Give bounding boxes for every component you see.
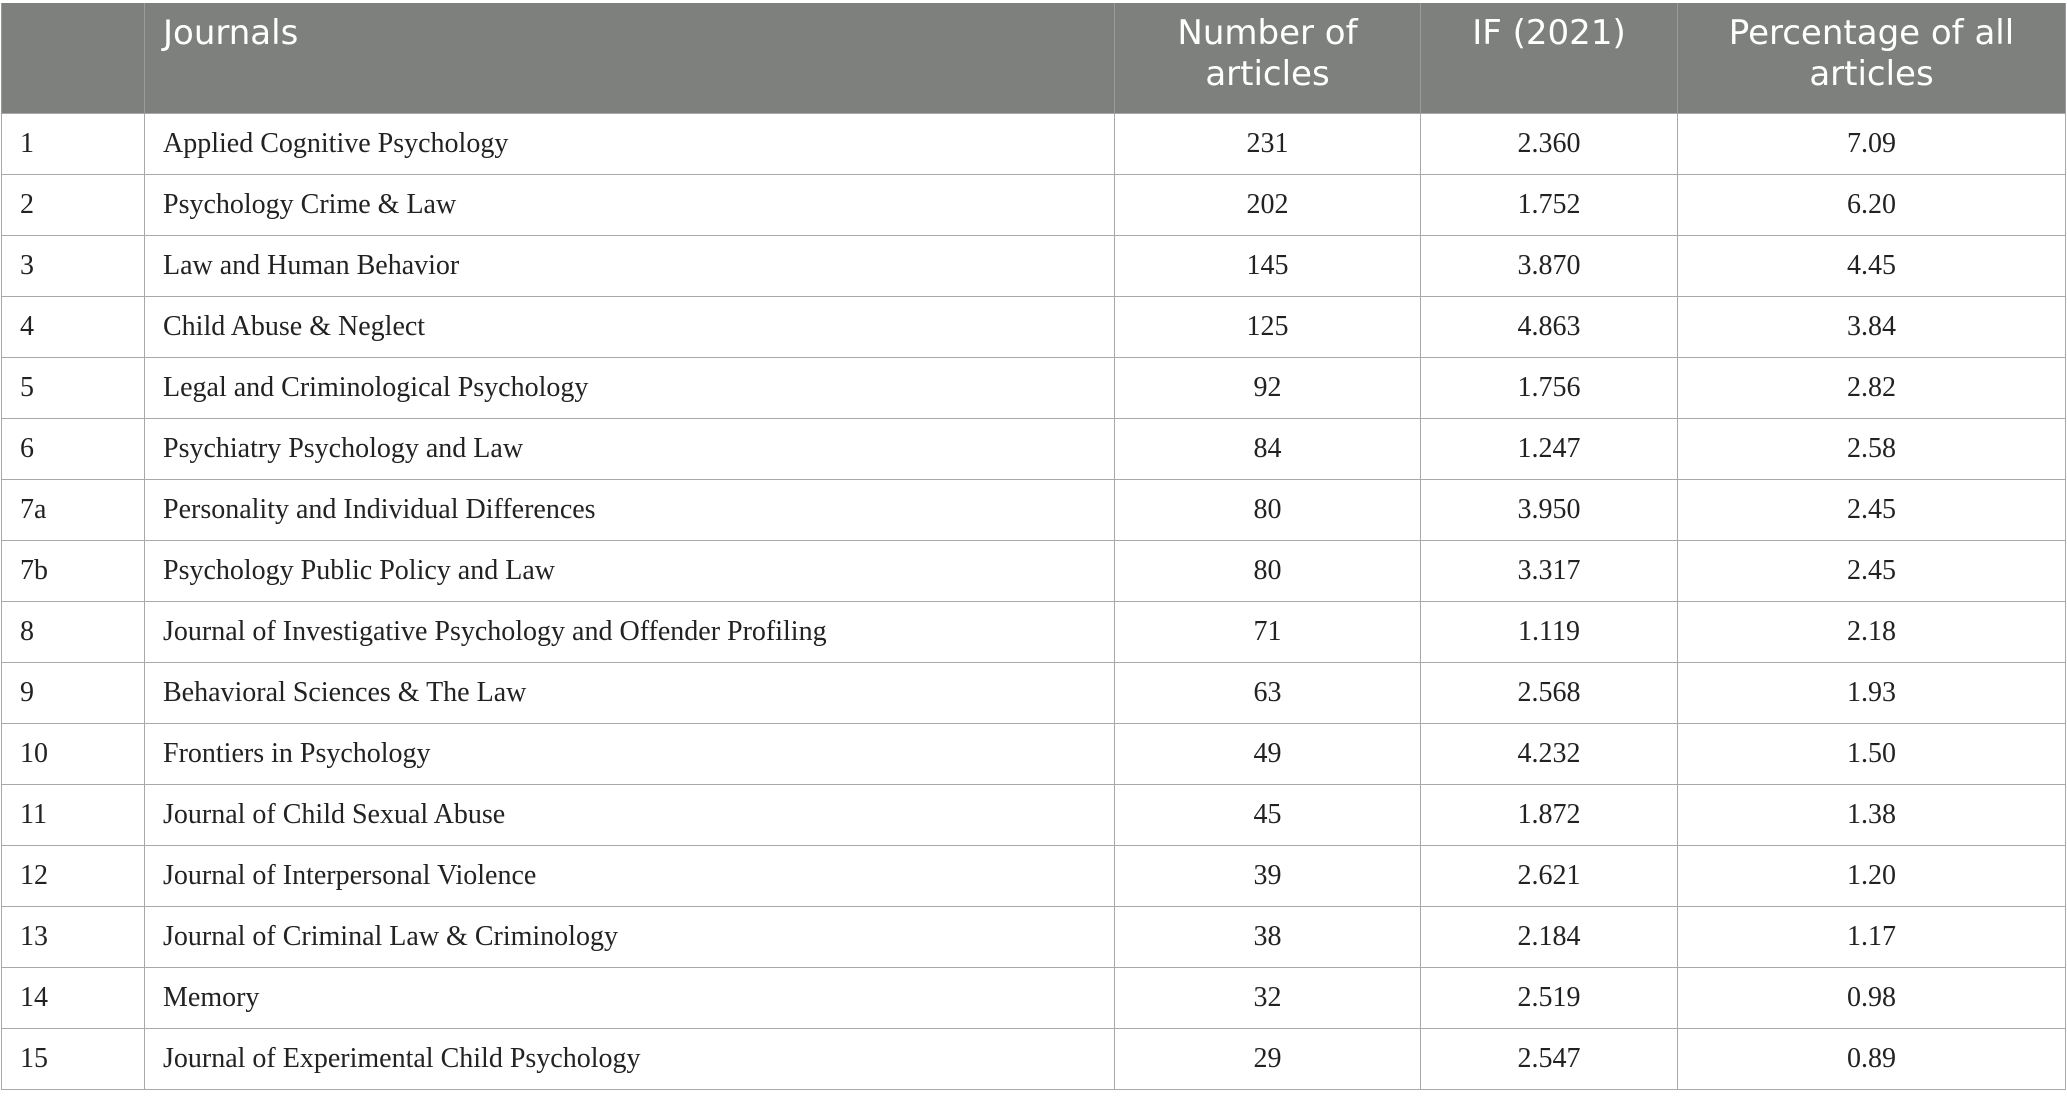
percentage-cell: 2.18 (1678, 601, 2066, 662)
article-count-cell: 80 (1115, 479, 1421, 540)
article-count-cell: 63 (1115, 662, 1421, 723)
table-row (2, 723, 2066, 784)
table-row (2, 906, 2066, 967)
percentage-cell: 1.93 (1678, 662, 2066, 723)
impact-factor-cell: 1.247 (1421, 418, 1678, 479)
journal-name-cell: Memory (145, 967, 1115, 1028)
table-row (2, 845, 2066, 906)
journal-name-cell: Personality and Individual Differences (145, 479, 1115, 540)
percentage-cell: 0.98 (1678, 967, 2066, 1028)
header-row (2, 3, 2066, 113)
header-rank (2, 3, 145, 113)
rank-cell: 4 (2, 296, 145, 357)
article-count-cell: 92 (1115, 357, 1421, 418)
impact-factor-cell: 2.568 (1421, 662, 1678, 723)
rank-cell: 8 (2, 601, 145, 662)
article-count-cell: 71 (1115, 601, 1421, 662)
table-row (2, 296, 2066, 357)
article-count-cell: 29 (1115, 1028, 1421, 1089)
rank-cell: 5 (2, 357, 145, 418)
impact-factor-cell: 2.547 (1421, 1028, 1678, 1089)
journal-name-cell: Child Abuse & Neglect (145, 296, 1115, 357)
article-count-cell: 202 (1115, 174, 1421, 235)
journal-name-cell: Applied Cognitive Psychology (145, 113, 1115, 174)
journal-name-cell: Behavioral Sciences & The Law (145, 662, 1115, 723)
table-row (2, 113, 2066, 174)
percentage-cell: 2.45 (1678, 540, 2066, 601)
table-row (2, 784, 2066, 845)
journal-name-cell: Journal of Criminal Law & Criminology (145, 906, 1115, 967)
table-row (2, 174, 2066, 235)
rank-cell: 2 (2, 174, 145, 235)
journal-name-cell: Legal and Criminological Psychology (145, 357, 1115, 418)
rank-cell: 1 (2, 113, 145, 174)
percentage-cell: 3.84 (1678, 296, 2066, 357)
journal-name-cell: Journal of Child Sexual Abuse (145, 784, 1115, 845)
table-row (2, 479, 2066, 540)
percentage-cell: 1.38 (1678, 784, 2066, 845)
impact-factor-cell: 1.752 (1421, 174, 1678, 235)
impact-factor-cell: 3.870 (1421, 235, 1678, 296)
impact-factor-cell: 4.863 (1421, 296, 1678, 357)
percentage-cell: 4.45 (1678, 235, 2066, 296)
table-row (2, 967, 2066, 1028)
percentage-cell: 2.82 (1678, 357, 2066, 418)
journals-table-container (1, 3, 2065, 1090)
header-number-of-articles: Number of articles (1115, 3, 1421, 113)
article-count-cell: 231 (1115, 113, 1421, 174)
journal-name-cell: Journal of Experimental Child Psychology (145, 1028, 1115, 1089)
table-row (2, 235, 2066, 296)
impact-factor-cell: 1.119 (1421, 601, 1678, 662)
table-header (2, 3, 2066, 113)
journals-table (1, 3, 2066, 1090)
percentage-cell: 1.50 (1678, 723, 2066, 784)
article-count-cell: 84 (1115, 418, 1421, 479)
percentage-cell: 2.45 (1678, 479, 2066, 540)
article-count-cell: 80 (1115, 540, 1421, 601)
percentage-cell: 7.09 (1678, 113, 2066, 174)
impact-factor-cell: 3.317 (1421, 540, 1678, 601)
table-row (2, 540, 2066, 601)
article-count-cell: 45 (1115, 784, 1421, 845)
percentage-cell: 1.17 (1678, 906, 2066, 967)
journal-name-cell: Psychology Public Policy and Law (145, 540, 1115, 601)
table-row (2, 601, 2066, 662)
impact-factor-cell: 3.950 (1421, 479, 1678, 540)
rank-cell: 15 (2, 1028, 145, 1089)
table-row (2, 1028, 2066, 1089)
percentage-cell: 0.89 (1678, 1028, 2066, 1089)
table-row (2, 357, 2066, 418)
impact-factor-cell: 2.519 (1421, 967, 1678, 1028)
article-count-cell: 49 (1115, 723, 1421, 784)
header-percentage: Percentage of all articles (1678, 3, 2066, 113)
rank-cell: 7a (2, 479, 145, 540)
rank-cell: 12 (2, 845, 145, 906)
impact-factor-cell: 2.621 (1421, 845, 1678, 906)
journal-name-cell: Frontiers in Psychology (145, 723, 1115, 784)
journal-name-cell: Journal of Interpersonal Violence (145, 845, 1115, 906)
table-row (2, 418, 2066, 479)
article-count-cell: 39 (1115, 845, 1421, 906)
rank-cell: 3 (2, 235, 145, 296)
table-body (2, 113, 2066, 1089)
article-count-cell: 145 (1115, 235, 1421, 296)
table-row (2, 662, 2066, 723)
article-count-cell: 32 (1115, 967, 1421, 1028)
rank-cell: 9 (2, 662, 145, 723)
percentage-cell: 6.20 (1678, 174, 2066, 235)
impact-factor-cell: 2.360 (1421, 113, 1678, 174)
article-count-cell: 38 (1115, 906, 1421, 967)
percentage-cell: 1.20 (1678, 845, 2066, 906)
header-journals: Journals (145, 3, 1115, 113)
rank-cell: 11 (2, 784, 145, 845)
rank-cell: 6 (2, 418, 145, 479)
rank-cell: 13 (2, 906, 145, 967)
impact-factor-cell: 1.756 (1421, 357, 1678, 418)
journal-name-cell: Psychology Crime & Law (145, 174, 1115, 235)
rank-cell: 7b (2, 540, 145, 601)
percentage-cell: 2.58 (1678, 418, 2066, 479)
impact-factor-cell: 2.184 (1421, 906, 1678, 967)
header-impact-factor: IF (2021) (1421, 3, 1678, 113)
journal-name-cell: Law and Human Behavior (145, 235, 1115, 296)
rank-cell: 10 (2, 723, 145, 784)
journal-name-cell: Journal of Investigative Psychology and Offender Profiling (145, 601, 1115, 662)
impact-factor-cell: 1.872 (1421, 784, 1678, 845)
rank-cell: 14 (2, 967, 145, 1028)
article-count-cell: 125 (1115, 296, 1421, 357)
impact-factor-cell: 4.232 (1421, 723, 1678, 784)
journal-name-cell: Psychiatry Psychology and Law (145, 418, 1115, 479)
